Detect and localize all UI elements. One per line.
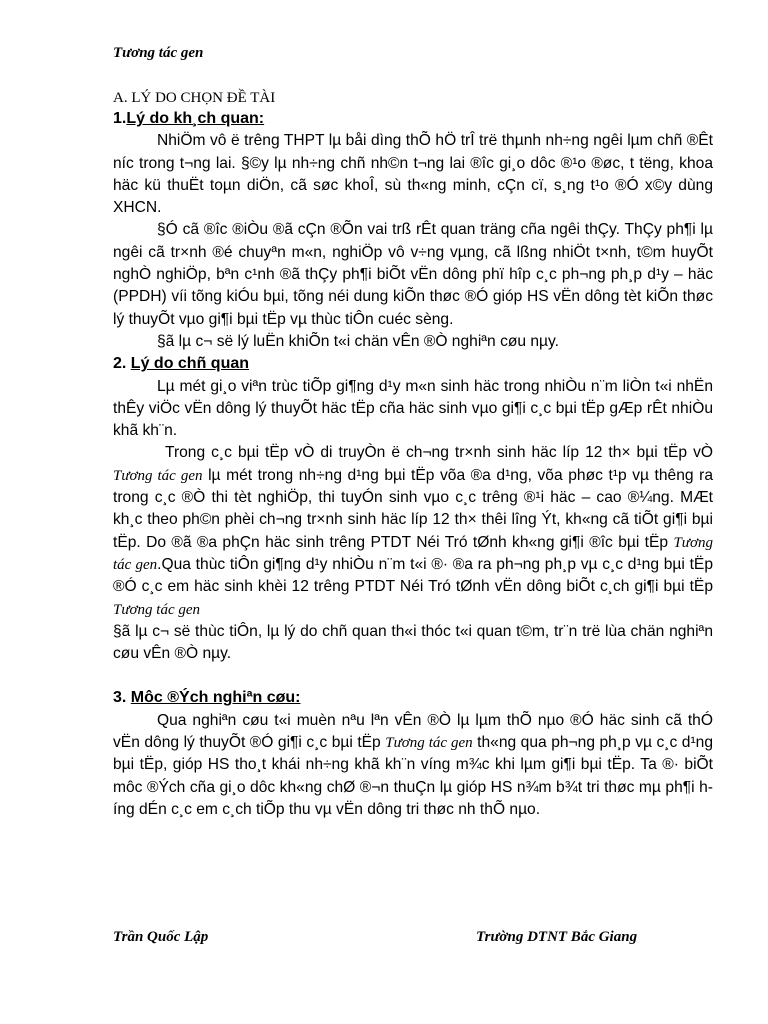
section-3-paragraph-1-part-a: Qua nghiªn cøu t«i muèn nªu lªn vÊn ®Ò lµ lµm thÕ nµo ®Ó häc sinh cã thÓ vËn dông lý thuyÕt ®Ó gi¶i c¸c bµi tËp [113, 711, 713, 752]
section-3-italic-term: Tương tác gen [385, 735, 473, 752]
section-2-title: Lý do chñ quan [130, 355, 250, 373]
footer-school: Trường DTNT Bắc Giang [476, 929, 638, 945]
section-2-italic-term-1: Tương tác gen [113, 467, 203, 484]
section-2-paragraph-2-part-a: Trong c¸c bµi tËp vÒ di truyÒn ë ch¬ng tr×nh sinh häc líp 12 th× bµi tËp vÒ [165, 444, 713, 462]
section-2-paragraph-2 [113, 442, 713, 620]
document-body [113, 88, 713, 821]
section-3-paragraph-1-part-b: th«ng qua ph¬ng ph¸p vµ c¸c d¹ng bµi tËp, gióp HS tho¸t khái nh÷ng khã kh¨n víng m¾c khi lµm gi¶i bµi tËp. Ta ®· biÕt môc ®Ých cña gi¸o dôc kh«ng chØ ®¬n thuÇn lµ gióp HS n¾m b¾t tri thøc mµ ph¶i híng dÉn c¸c em c¸ch tiÕp thu vµ vËn dông tri thøc nh thÕ nµo. [113, 734, 714, 818]
section-2-paragraph-1: Lµ mét gi¸o viªn trùc tiÕp gi¶ng d¹y m«n sinh häc trong nhiÒu n¨m liÒn t«i nhËn thÊy viÖc vËn dông lý thuyÕt häc tËp cña häc sinh vµo gi¶i c¸c bµi tËp gÆp rÊt nhiÒu khã kh¨n. [113, 377, 713, 440]
section-3-number: 3. [113, 689, 127, 707]
section-2-heading [113, 353, 713, 375]
section-1-heading [113, 108, 713, 130]
section-2-italic-term-3: Tương tác gen [113, 601, 201, 618]
header-title: Tương tác gen [113, 45, 204, 61]
section-1-paragraph-2: §Ó cã ®îc ®iÒu ®ã cÇn ®Õn vai trß rÊt quan träng cña ngêi thÇy. ThÇy ph¶i lµ ngêi cã tr×nh ®é chuyªn m«n, nghiÖp vô v÷ng vµng, cã lßng nhiÖt t×nh, t©m huyÕt nghÒ nghiÖp, bªn c¹nh ®ã thÇy ph¶i biÕt vËn dông phï hîp c¸c ph¬ng ph¸p d¹y – häc (PPDH) víi tõng kiÓu bµi, tõng néi dung kiÕn thøc ®Ó gióp HS vËn dông tèt kiÕn thøc lý thuyÕt vµo gi¶i bµi tËp vµ thùc tiÔn cuéc sèng. [113, 221, 713, 328]
section-1-paragraph-1: NhiÖm vô ë trêng THPT lµ båi dìng thÕ hÖ trÎ trë thµnh nh÷ng ngêi lµm chñ ®Êt níc trong t¬ng lai. §©y lµ nh÷ng chñ nh©n t¬ng lai ®îc gi¸o dôc ®¹o ®øc, t tëng, khoa häc kü thuËt toµn diÖn, cã søc khoÎ, sù th«ng minh, cÇn cï, s¸ng t¹o ®Ó x©y dùng XHCN. [113, 132, 713, 217]
section-2-paragraph-3: §ã lµ c¬ së thùc tiÔn, lµ lý do chñ quan th«i thóc t«i quan t©m, tr¨n trë lùa chän nghiªn cøu vÊn ®Ò nµy. [113, 622, 713, 663]
section-3-title: Môc ®Ých nghiªn cøu: [130, 689, 301, 707]
section-2-paragraph-2-part-b: lµ mét trong nh÷ng d¹ng bµi tËp võa ®a d¹ng, võa phøc t¹p vµ thêng ra trong c¸c ®Ò thi tèt nghiÖp, thi tuyÓn sinh vµo c¸c trêng ®¹i häc – cao ®¼ng. MÆt kh¸c theo ph©n phèi ch¬ng tr×nh sinh häc líp 12 th× thêi lîng Ýt, kh«ng cã tiÕt gi¶i bµi tËp. Do ®ã ®a phÇn häc sinh trêng PTDT Néi Tró tØnh kh«ng gi¶i ®îc bµi tËp [113, 466, 714, 551]
section-1-paragraph-3: §ã lµ c¬ së lý luËn khiÕn t«i chän vÊn ®Ò nghiªn cøu nµy. [157, 332, 560, 350]
section-1-number: 1. [113, 110, 127, 127]
footer-author: Trần Quốc Lập [113, 929, 209, 945]
section-3-heading [113, 687, 713, 709]
section-2-italic-term-2: Tương tác gen [113, 534, 713, 573]
section-a-heading: A. LÝ DO CHỌN ĐỀ TÀI [113, 90, 276, 106]
section-1-title: Lý do kh¸ch quan: [126, 110, 265, 127]
blank-line [113, 665, 713, 687]
section-2-number: 2. [113, 355, 127, 373]
section-3-paragraph-1 [113, 710, 713, 821]
section-2-paragraph-2-part-c: .Qua thùc tiÔn gi¶ng d¹y nhiÒu n¨m t«i ®· ®a ra ph¬ng ph¸p vµ c¸c d¹ng bµi tËp ®Ó c¸c em häc sinh khèi 12 trêng PTDT Néi Tró tØnh vËn dông biÕt c¸ch gi¶i bµi tËp [113, 555, 713, 596]
